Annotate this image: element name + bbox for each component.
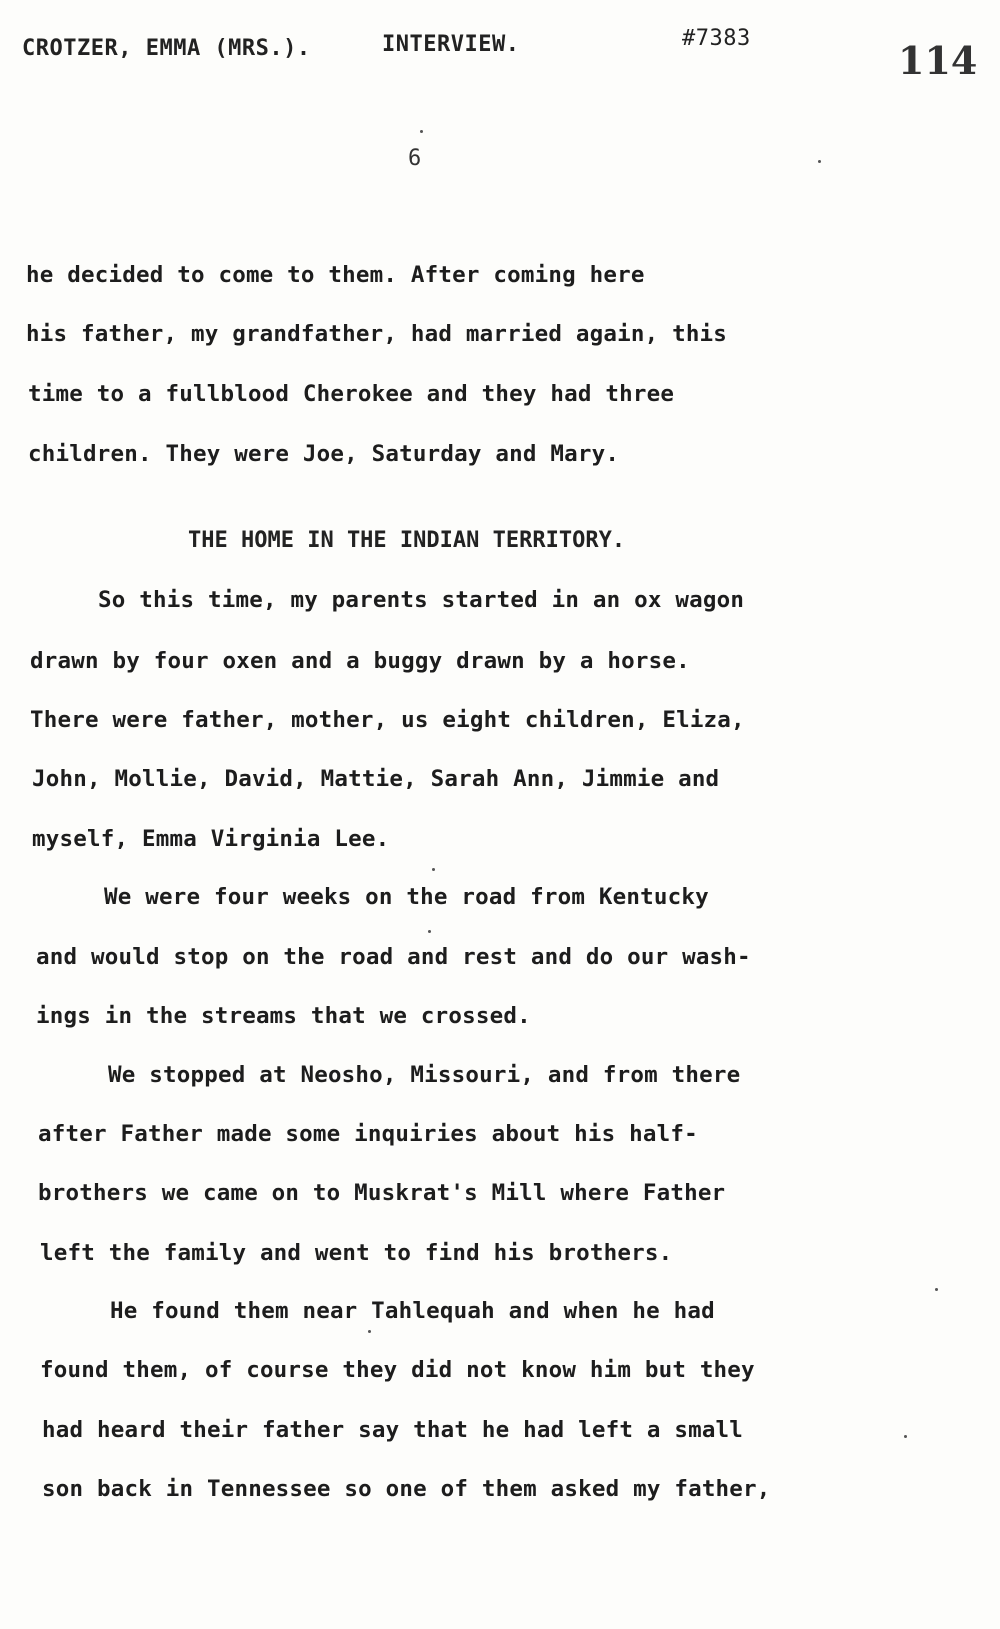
- text-line: myself, Emma Virginia Lee.: [32, 826, 390, 852]
- text-line: his father, my grandfather, had married again, this: [26, 321, 728, 347]
- text-line: and would stop on the road and rest and do our wash-: [36, 944, 751, 970]
- text-line: We were four weeks on the road from Kentucky: [104, 884, 709, 910]
- scan-speck: [904, 1435, 907, 1438]
- scan-speck: [428, 930, 431, 933]
- text-line: brothers we came on to Muskrat's Mill where Father: [38, 1180, 726, 1206]
- text-line: time to a fullblood Cherokee and they had three: [28, 381, 675, 407]
- scan-speck: [818, 160, 821, 163]
- text-line: So this time, my parents started in an ox wagon: [98, 587, 745, 613]
- text-line: children. They were Joe, Saturday and Mary.: [28, 441, 620, 467]
- text-line: found them, of course they did not know him but they: [40, 1357, 755, 1383]
- text-line: There were father, mother, us eight children, Eliza,: [30, 707, 745, 733]
- text-line: he decided to come to them. After coming here: [26, 262, 645, 288]
- text-line: He found them near Tahlequah and when he had: [110, 1298, 715, 1324]
- interviewee-name: CROTZER, EMMA (MRS.).: [22, 36, 311, 61]
- text-line: John, Mollie, David, Mattie, Sarah Ann, Jimmie and: [32, 766, 720, 792]
- archive-page-number: 114: [898, 38, 978, 83]
- text-line: son back in Tennessee so one of them asked my father,: [42, 1476, 771, 1502]
- text-line: had heard their father say that he had left a small: [42, 1417, 744, 1443]
- scan-speck: [935, 1288, 938, 1291]
- section-heading: THE HOME IN THE INDIAN TERRITORY.: [188, 528, 626, 553]
- sub-page-number: 6: [408, 146, 422, 171]
- text-line: after Father made some inquiries about his half-: [38, 1121, 698, 1147]
- text-line: We stopped at Neosho, Missouri, and from there: [108, 1062, 741, 1088]
- scan-speck: [368, 1330, 371, 1333]
- text-line: left the family and went to find his brothers.: [40, 1240, 673, 1266]
- text-line: drawn by four oxen and a buggy drawn by a horse.: [30, 648, 690, 674]
- scan-speck: [420, 130, 423, 133]
- text-line: ings in the streams that we crossed.: [36, 1003, 531, 1029]
- document-type: INTERVIEW.: [382, 32, 520, 57]
- interview-number: #7383: [682, 26, 751, 51]
- scan-speck: [432, 868, 435, 871]
